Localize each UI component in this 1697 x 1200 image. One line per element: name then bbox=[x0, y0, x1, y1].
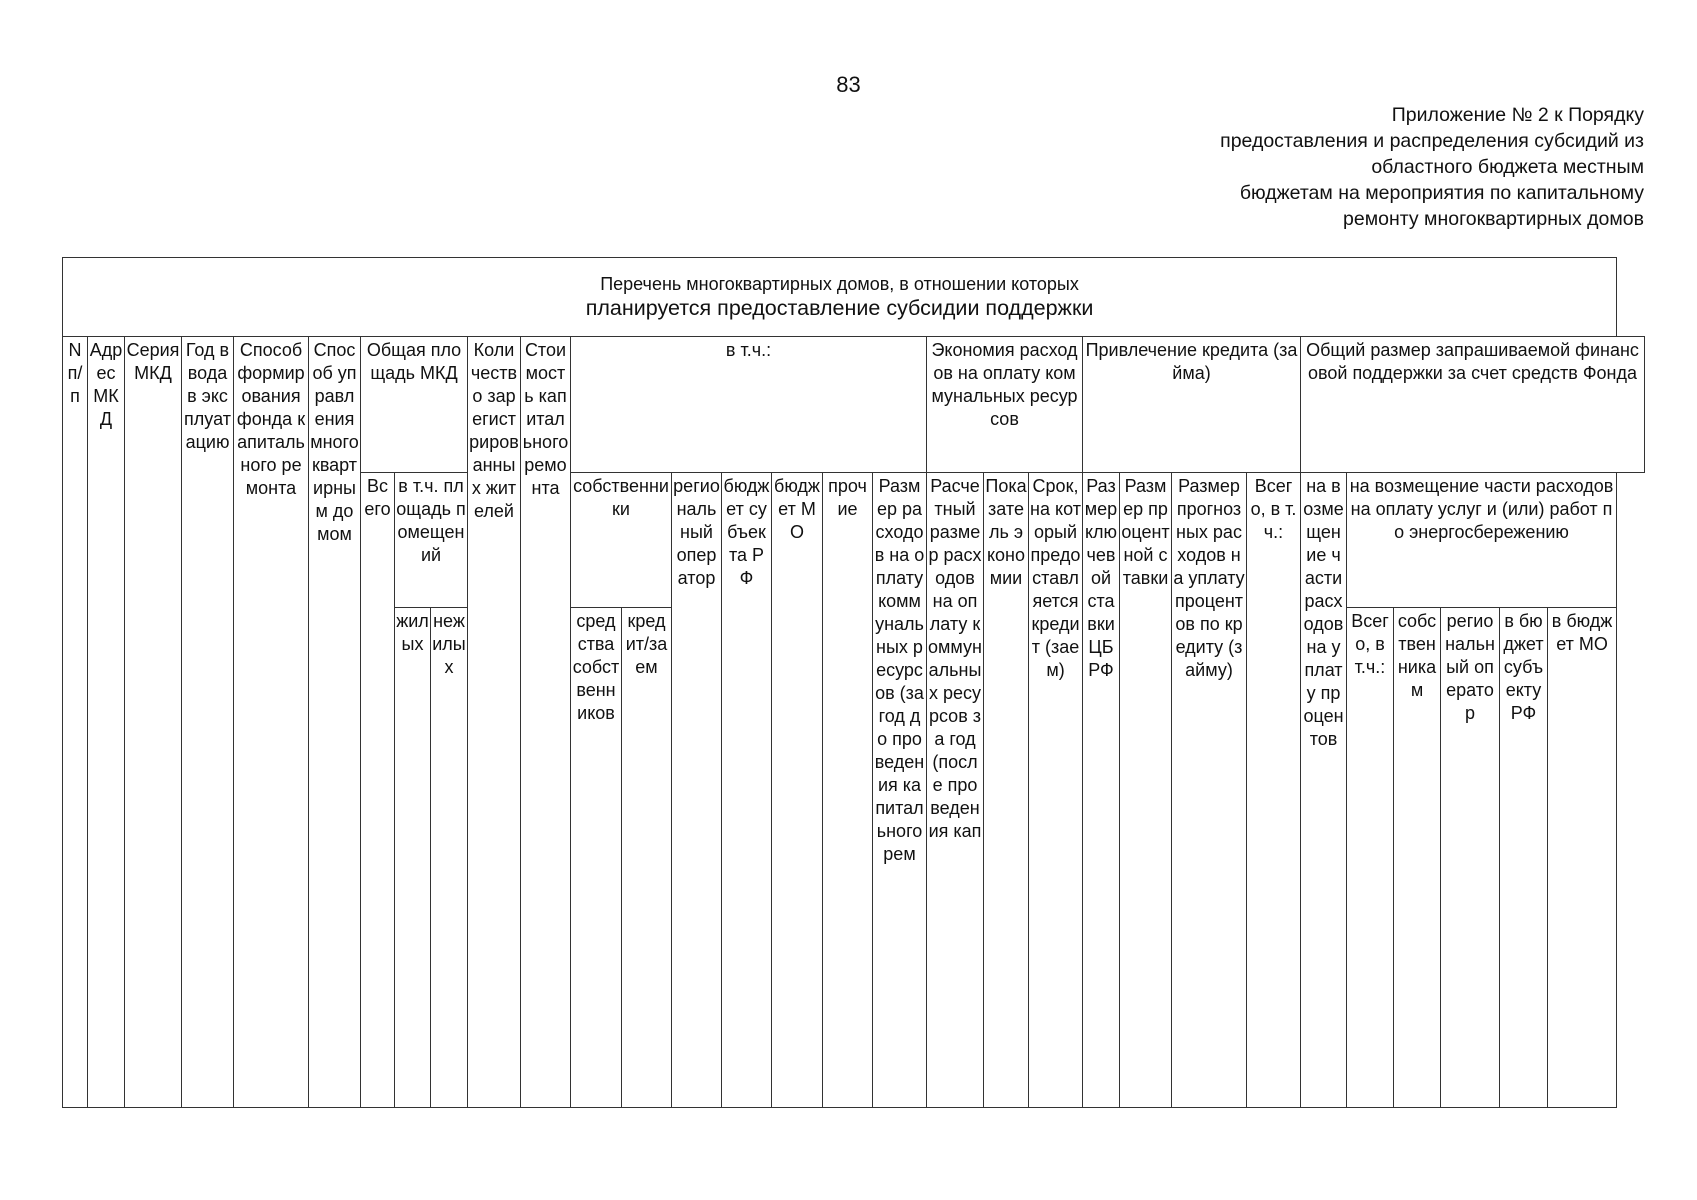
header-owners-funds: средства собственников bbox=[571, 608, 622, 1108]
header-economy: Экономия расходов на оплату коммунальных ресурсов bbox=[927, 337, 1083, 473]
header-subject-budget: бюджет субъекта РФ bbox=[722, 473, 772, 1108]
header-mo-budget: бюджет МО bbox=[772, 473, 823, 1108]
header-interest-forecast: Размер прогнозных расходов на уплату процентов по кредиту (займу) bbox=[1172, 473, 1247, 1108]
header-owners-credit: кредит/заем bbox=[622, 608, 672, 1108]
header-eco-indicators: Показатель экономии bbox=[984, 473, 1029, 1108]
table-title-line1: Перечень многоквартирных домов, в отношении которых bbox=[600, 273, 1079, 294]
appendix-line: ремонту многоквартирных домов bbox=[1343, 208, 1644, 230]
header-fs-interest: на возмещение части расходов на уплату процентов bbox=[1301, 473, 1347, 1108]
table-title bbox=[63, 258, 1617, 337]
header-other: прочие bbox=[823, 473, 873, 1108]
table-title-line2: планируется предоставление субсидии поддержки bbox=[585, 295, 1094, 320]
header-credit-term: Срок, на который предоставляется кредит (заем) bbox=[1029, 473, 1083, 1108]
header-fund-method: Способ формирования фонда капитального ремонта bbox=[234, 337, 309, 1108]
header-fs-energy: на возмещение части расходов на оплату услуг и (или) работ по энергосбережению bbox=[1347, 473, 1617, 608]
header-area-total: Всего bbox=[361, 473, 395, 1108]
appendix-line: предоставления и распределения субсидий из bbox=[1220, 130, 1644, 152]
header-credit: Привлечение кредита (займа) bbox=[1083, 337, 1301, 473]
header-address: Адрес МКД bbox=[88, 337, 125, 1108]
header-mgmt-method: Способ управления многоквартирным домом bbox=[309, 337, 361, 1108]
header-fs-e-owner: собственникам bbox=[1394, 608, 1441, 1108]
appendix-line: Приложение № 2 к Порядку bbox=[1391, 104, 1644, 126]
header-eco-amount: Размер расходов на оплату коммунальных ресурсов (за год до проведения капитального рем bbox=[873, 473, 927, 1108]
header-fs-e-regop: региональный оператор bbox=[1441, 608, 1500, 1108]
appendix-line: областного бюджета местным bbox=[1371, 156, 1644, 178]
header-area-incl: в т.ч. площадь помещений bbox=[395, 473, 468, 608]
header-total-area: Общая площадь МКД bbox=[361, 337, 468, 473]
appendix-note bbox=[1220, 102, 1644, 232]
header-repair-cost: Стоимость капитального ремонта bbox=[521, 337, 571, 1108]
header-fs-e-subject: в бюджет субъекту РФ bbox=[1500, 608, 1548, 1108]
appendix-line: бюджетам на мероприятия по капитальному bbox=[1239, 182, 1644, 204]
mkd-list-table bbox=[62, 257, 1645, 1108]
header-npp: N п/п bbox=[63, 337, 88, 1108]
header-series: Серия МКД bbox=[125, 337, 182, 1108]
header-year: Год ввода в эксплуатацию bbox=[182, 337, 234, 1108]
page-number: 83 bbox=[836, 72, 861, 97]
header-incl: в т.ч.: bbox=[571, 337, 927, 473]
header-residents: Количество зарегистрированных жителей bbox=[468, 337, 521, 1108]
header-area-living: жилых bbox=[395, 608, 431, 1108]
header-fs-e-total: Всего, в т.ч.: bbox=[1347, 608, 1394, 1108]
header-regional-operator: региональный оператор bbox=[672, 473, 722, 1108]
header-fund-support: Общий размер запрашиваемой финансовой поддержки за счет средств Фонда bbox=[1301, 337, 1645, 473]
header-fs-e-mo: в бюджет МО bbox=[1548, 608, 1617, 1108]
header-area-nonliving: нежилых bbox=[431, 608, 468, 1108]
header-eco-calc: Расчетный размер расходов на оплату коммунальных ресурсов за год (после проведения кап bbox=[927, 473, 984, 1108]
header-owners: собственники bbox=[571, 473, 672, 608]
header-rate-size: Размер процентной ставки bbox=[1120, 473, 1172, 1108]
header-fs-total: Всего, в т.ч.: bbox=[1247, 473, 1301, 1108]
header-cb-rate: Размер ключевой ставки ЦБ РФ bbox=[1083, 473, 1120, 1108]
